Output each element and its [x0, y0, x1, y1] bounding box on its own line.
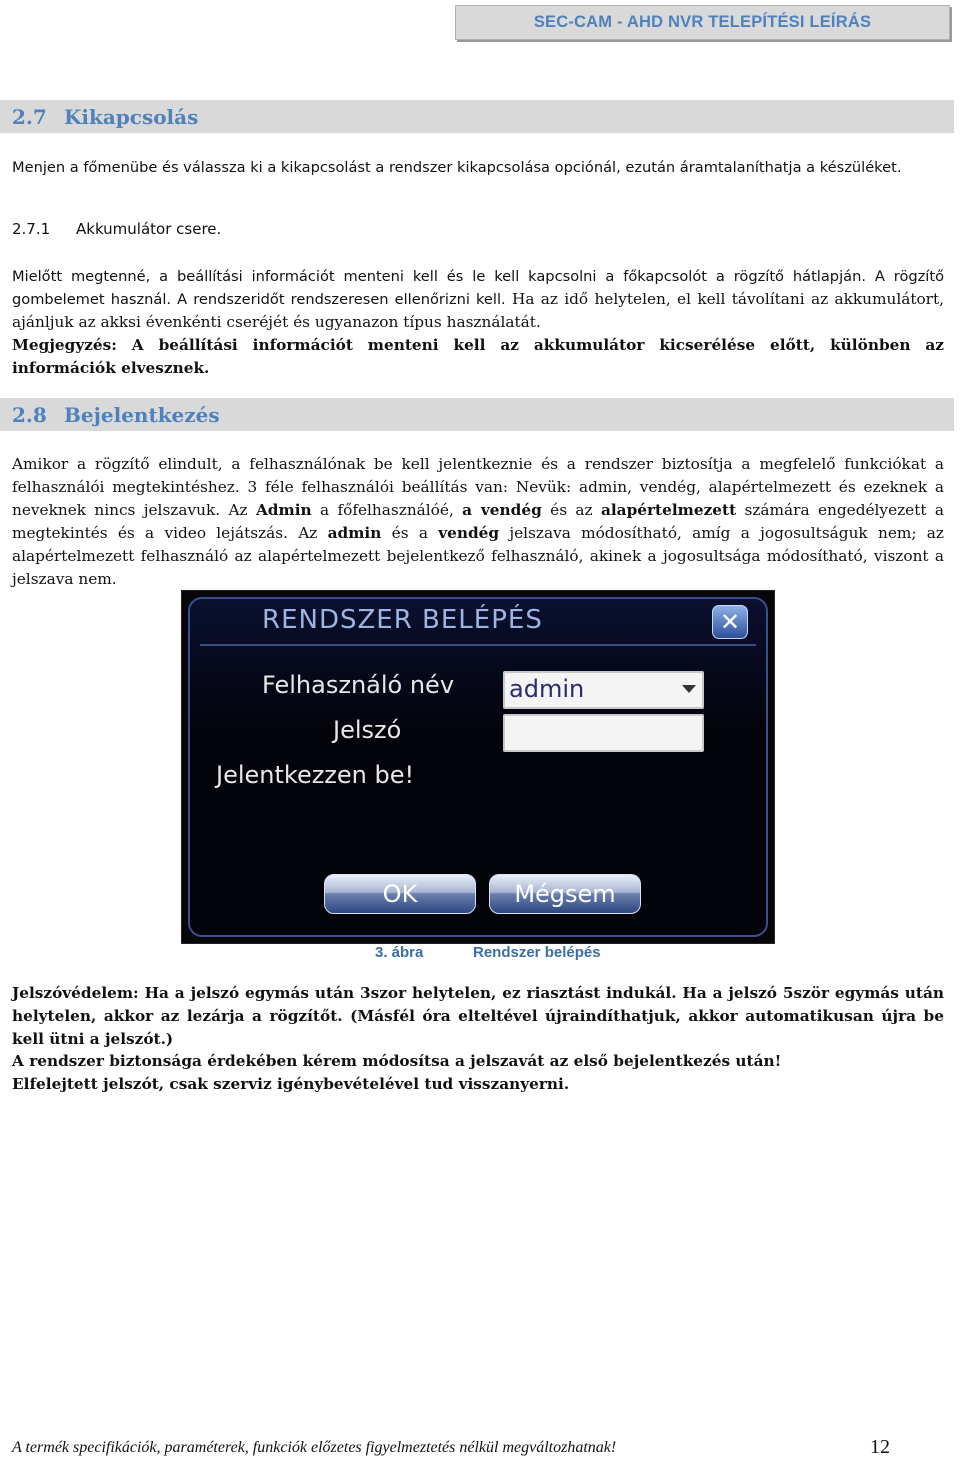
section-number: 2.7 [12, 104, 47, 129]
header-box [455, 5, 950, 40]
login-paragraph [12, 453, 944, 591]
section-heading-2-7 [0, 100, 954, 133]
login-text-bold: alapértelmezett [600, 501, 737, 519]
login-text: a főfelhasználóé, [311, 501, 463, 519]
dialog-title: RENDSZER BELÉPÉS [262, 605, 543, 635]
login-prompt: Jelentkezzen be! [216, 761, 415, 789]
battery-paragraph-part-a: Mielőtt megtenné, a beállítási információt menteni kell és le kell kapcsolni a főkapcsolót a rögzítő hátlapján. A rögzítő gombelemet használ. A rendszeridőt rendszeresen ellenőrizni kell. [12, 268, 944, 308]
header-title: SEC-CAM - AHD NVR TELEPÍTÉSI LEÍRÁS [533, 13, 872, 31]
section-heading-2-8 [0, 398, 954, 431]
login-text: és a [381, 524, 439, 542]
login-text: Amikor a rögzítő elindult, a felhasználónak be kell jelentkeznie és a rendszer biztosítja a megfelelő funkciókat a felhasználói megtekintéshez. 3 féle felhasználói beállítás van: Nevük: admin, vendég, alapértelmezett és ezeknek a neveknek nincs jelszavuk. Az [12, 455, 944, 519]
username-select[interactable] [503, 671, 704, 709]
login-text-bold: Admin [255, 501, 312, 519]
dialog-divider [200, 644, 756, 646]
password-input[interactable] [503, 714, 704, 752]
username-label: Felhasználó név [262, 671, 455, 699]
login-text-bold: a vendég [462, 501, 542, 519]
section-number: 2.8 [12, 402, 47, 427]
login-text-bold: vendég [438, 524, 500, 542]
login-dialog-screenshot [181, 590, 775, 944]
login-text: számára engedélyezett a megtekintés és a video lejátszás. Az [12, 501, 945, 542]
battery-paragraph [12, 265, 944, 334]
login-text: és az [541, 501, 601, 519]
username-value: admin [509, 675, 585, 703]
password-label: Jelszó [333, 716, 402, 744]
password-protection-note: Jelszóvédelem: Ha a jelszó egymás után 3szor helytelen, ez riasztást indukál. Ha a jelszó 5ször egymás után helytelen, akkor az lezárja a rögzítőt. (Másfél óra elteltével újraindíthatjuk, akkor automatikusan újra be kell ütni a jelszót.) [12, 984, 944, 1048]
forgotten-password-note: Elfelejtett jelszót, csak szerviz igénybevételével tud visszanyerni. [12, 1075, 570, 1093]
subsection-title: Akkumulátor csere. [76, 220, 222, 238]
battery-paragraph-part-b: Ha az idő helytelen, el kell távolítani az akkumulátort, ajánljuk az akksi évenkénti cseréjét és ugyanazon típus használatát. [12, 290, 945, 331]
footer-disclaimer: A termék specifikációk, paraméterek, funkciók előzetes figyelmeztetés nélkül megváltozhatnak! [12, 1439, 617, 1456]
page-number: 12 [870, 1436, 890, 1458]
security-note: A rendszer biztonsága érdekében kérem módosítsa a jelszavát az első bejelentkezés után! [12, 1052, 782, 1070]
login-text-bold: admin [327, 524, 382, 542]
login-text: jelszava módosítható, amíg a jogosultságuk nem; az alapértelmezett felhasználó az alapértelmezett bejelentkező felhasználó, akinek a jogosultsága módosítható, viszont a jelszava nem. [12, 524, 944, 588]
shutdown-paragraph: Menjen a főmenübe és válassza ki a kikapcsolást a rendszer kikapcsolása opciónál, ezután áramtalaníthatja a készüléket. [12, 159, 902, 176]
ok-button[interactable]: OK [324, 874, 476, 914]
chevron-down-icon [682, 685, 696, 693]
subsection-number: 2.7.1 [12, 220, 51, 238]
login-dialog-frame [188, 597, 768, 937]
close-button[interactable] [712, 605, 748, 639]
figure-caption: Rendszer belépés [473, 944, 601, 961]
section-title: Kikapcsolás [64, 104, 199, 129]
close-icon: ✕ [719, 608, 741, 636]
section-title: Bejelentkezés [64, 402, 220, 427]
battery-note: Megjegyzés: A beállítási információt menteni kell az akkumulátor kicserélése előtt, különben az információk elvesznek. [12, 336, 944, 377]
cancel-button[interactable]: Mégsem [489, 874, 641, 914]
subsection-heading-2-7-1 [12, 220, 221, 238]
figure-number: 3. ábra [375, 944, 424, 961]
